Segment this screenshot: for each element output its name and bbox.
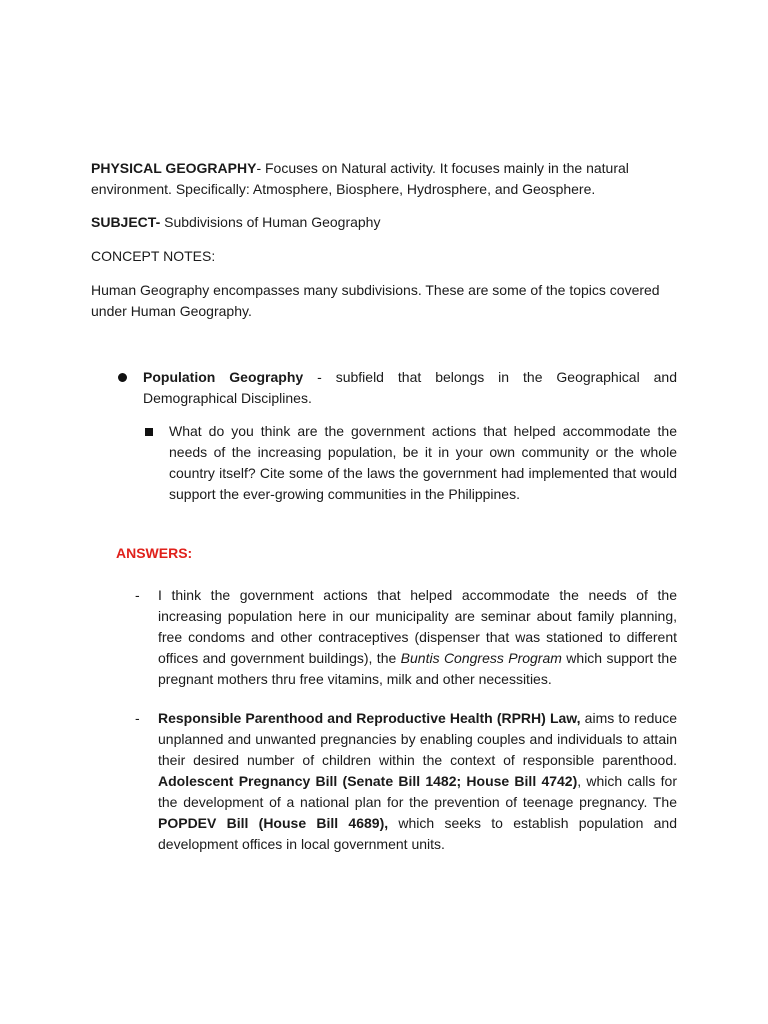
answer2-text1: aims to reduce unplanned and unwanted pregnancies by enabling couples and individuals to attain their desired number of children within the context of responsible parenthood. (158, 710, 677, 768)
question-paragraph: What do you think are the government actions that helped accommodate the needs of the increasing population, be it in your own community or the whole country itself? Cite some of the laws the government had implemented that would support the ever-growing communities in the Philippines. (169, 423, 677, 502)
bullet-square-icon (145, 428, 153, 436)
intro-paragraph: Human Geography encompasses many subdivisions. These are some of the topics covered under Human Geography. (91, 282, 660, 319)
answer2-bold1: Responsible Parenthood and Reproductive Health (RPRH) Law, (158, 710, 581, 726)
physical-geography-paragraph (91, 158, 681, 200)
population-geography-term: Population Geography (143, 369, 304, 385)
subject-line (91, 212, 681, 233)
population-geography-text: - subfield that belongs in the Geographical and Demographical Disciplines. (143, 369, 677, 406)
answer1-dash: - (135, 587, 140, 603)
answer2-text2: , which calls for the development of a national plan for the prevention of teenage pregnancy. The (158, 773, 677, 810)
answer2-bold3: POPDEV Bill (House Bill 4689), (158, 815, 389, 831)
answer2-text3: which seeks to establish population and development offices in local government units. (158, 815, 677, 852)
subject-text: Subdivisions of Human Geography (160, 214, 381, 230)
answer2-paragraph (158, 708, 677, 855)
subject-label: SUBJECT- (91, 214, 161, 230)
answer1-part1: I think the government actions that helped accommodate the needs of the increasing population here in our municipality are seminar about family planning, free condoms and other contraceptives (dispenser that was stationed to different offices and government buildings), the (158, 587, 677, 666)
answers-heading: ANSWERS: (116, 545, 193, 561)
answer1-italic: Buntis Congress Program (400, 650, 562, 666)
answer1-paragraph (158, 585, 677, 690)
answer1-part2: which support the pregnant mothers thru free vitamins, milk and other necessities. (158, 650, 677, 687)
bullet-dot-icon (118, 373, 127, 382)
physical-geography-text: - Focuses on Natural activity. It focuses mainly in the natural environment. Specifically: Atmosphere, Biosphere, Hydrosphere, and Geosphere. (91, 160, 629, 197)
population-geography-item (143, 367, 677, 409)
answer2-bold2: Adolescent Pregnancy Bill (Senate Bill 1482; House Bill 4742) (158, 773, 578, 789)
concept-notes-heading: CONCEPT NOTES: (91, 248, 216, 264)
physical-geography-term: PHYSICAL GEOGRAPHY (91, 160, 257, 176)
answer2-dash: - (135, 710, 140, 726)
